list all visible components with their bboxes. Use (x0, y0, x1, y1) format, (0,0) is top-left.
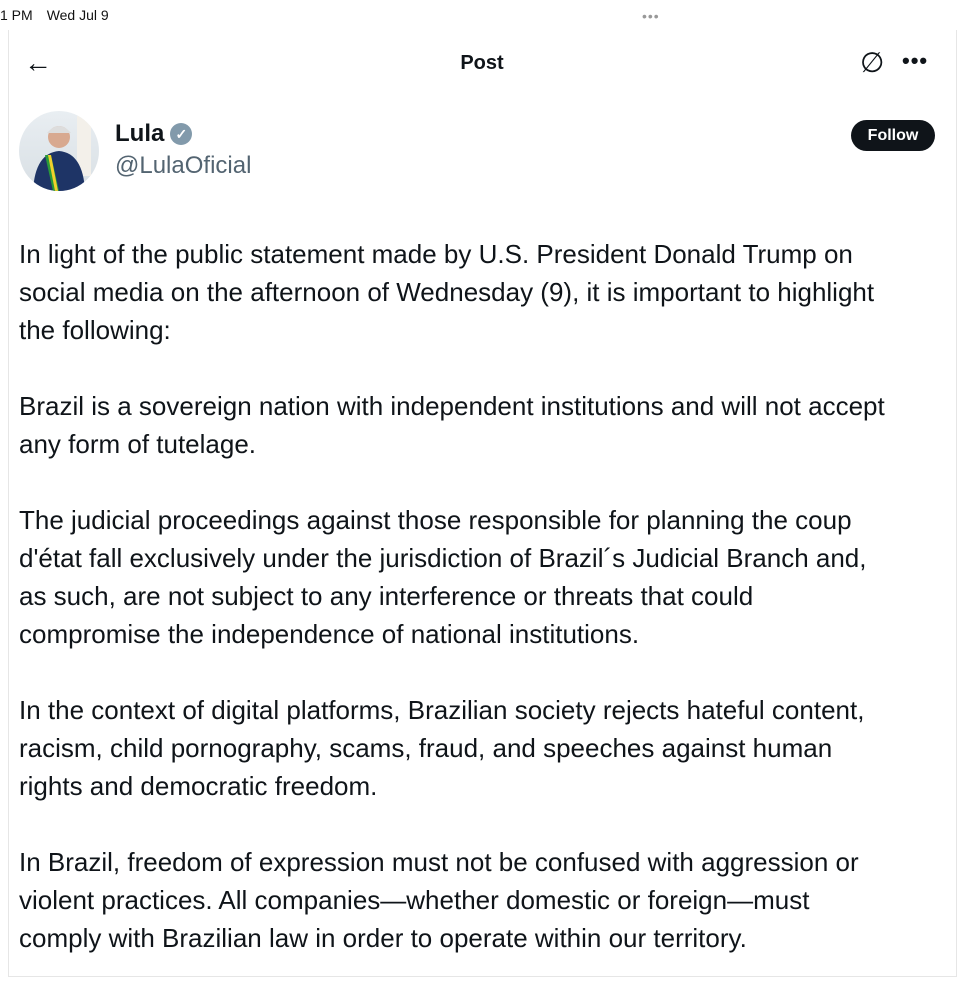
back-arrow-icon[interactable]: ← (24, 47, 52, 78)
status-time: 1 PM (0, 7, 33, 23)
post-line: rights and democratic freedom. (19, 771, 378, 801)
post-line: In Brazil, freedom of expression must not be confused with aggression or (19, 847, 859, 877)
more-options-icon[interactable]: ••• (902, 48, 929, 73)
post-line: In the context of digital platforms, Brazilian society rejects hateful content, (19, 695, 865, 725)
post-line: violent practices. All companies—whether domestic or foreign—must (19, 885, 810, 915)
grok-icon[interactable]: ∅ (860, 47, 885, 78)
post-paragraph (19, 501, 954, 653)
author-name-text: Lula (115, 120, 165, 147)
post-line: the following: (19, 315, 171, 345)
page-title: Post (460, 52, 504, 74)
post-paragraph (19, 387, 954, 463)
post-line: The judicial proceedings against those responsible for planning the coup (19, 505, 852, 535)
post-paragraph (19, 691, 954, 805)
status-date: Wed Jul 9 (46, 7, 109, 23)
post-paragraph (19, 843, 954, 957)
post-line: social media on the afternoon of Wednesday (9), it is important to highlight (19, 277, 875, 307)
post-line: comply with Brazilian law in order to operate within our territory. (19, 923, 747, 953)
post-line: as such, are not subject to any interference or threats that could (19, 581, 754, 611)
post-line: compromise the independence of national institutions. (19, 619, 640, 649)
follow-button[interactable]: Follow (851, 120, 935, 151)
post-paragraph (19, 235, 954, 349)
multitasking-dots-icon[interactable]: ••• (642, 8, 660, 24)
verified-badge-icon: ✓ (170, 123, 192, 145)
post-text (19, 235, 954, 995)
post-line: Brazil is a sovereign nation with independent institutions and will not accept (19, 391, 885, 421)
post-line: In light of the public statement made by U.S. President Donald Trump on (19, 239, 853, 269)
author-name[interactable] (115, 120, 192, 148)
post-line: racism, child pornography, scams, fraud, and speeches against human (19, 733, 833, 763)
avatar[interactable] (19, 111, 99, 191)
status-bar (0, 7, 123, 23)
post-line: any form of tutelage. (19, 429, 257, 459)
author-handle[interactable]: @LulaOficial (115, 152, 252, 179)
post-line: d'état fall exclusively under the jurisdiction of Brazil´s Judicial Branch and, (19, 543, 867, 573)
